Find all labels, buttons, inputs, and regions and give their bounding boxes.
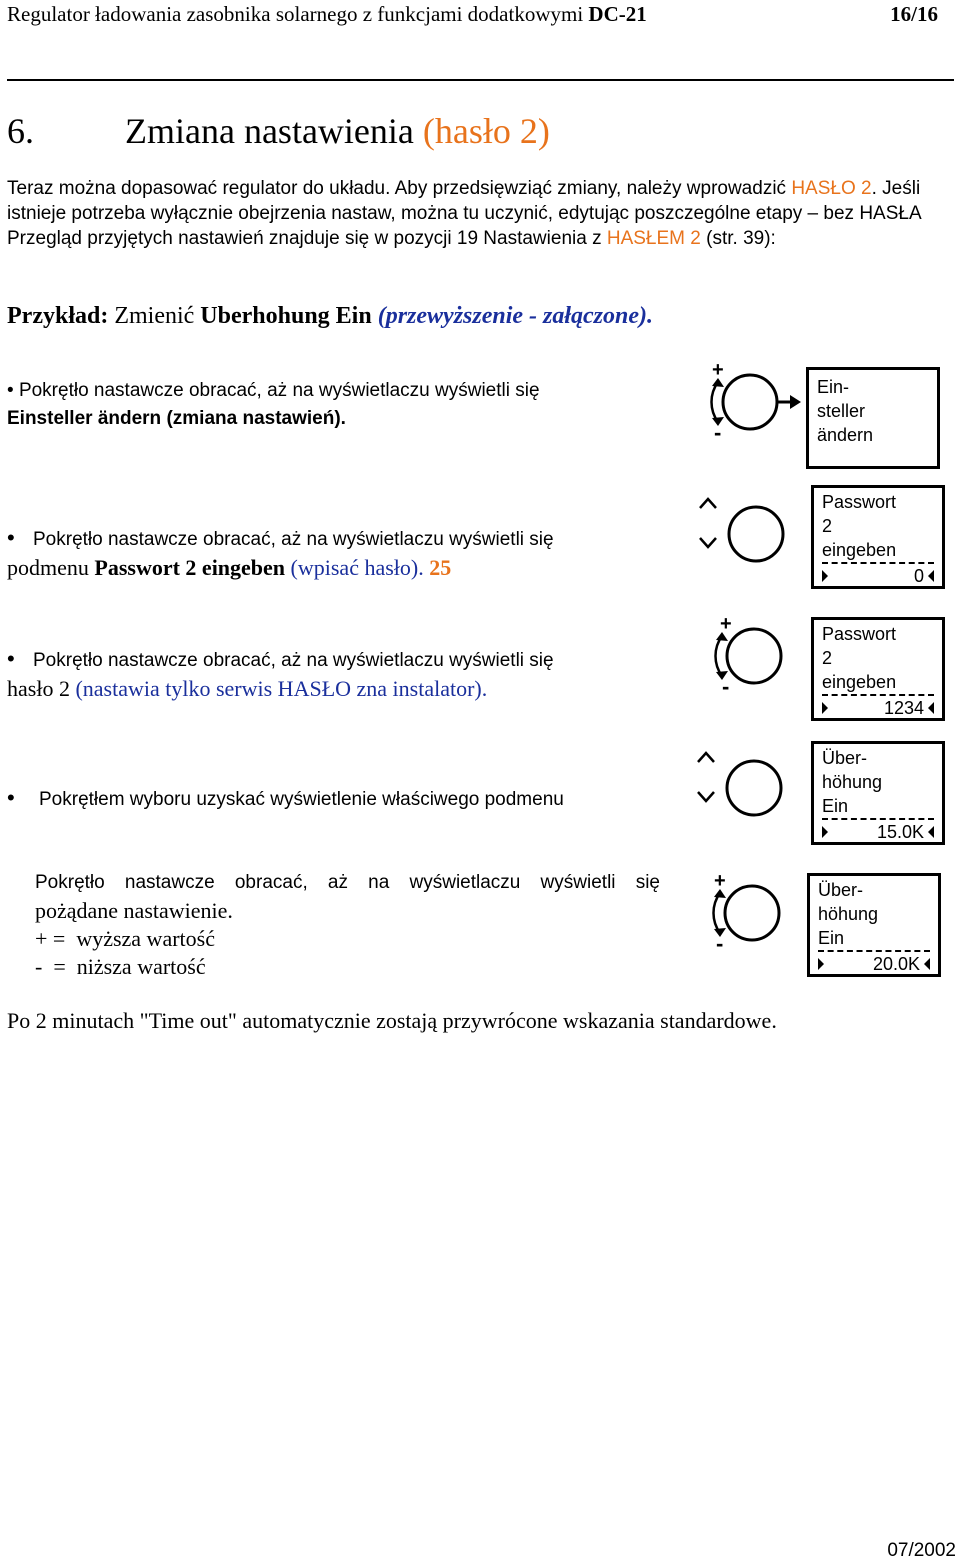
display-einsteller: Ein- steller ändern [806,367,940,469]
display-uberhohung-20: Über- höhung Ein 20.0K [807,873,941,977]
value-right-arrow-icon [924,958,930,970]
svg-text:-: - [716,931,724,953]
display-value: 1234 [883,698,924,718]
section-title [7,110,550,152]
knob-plus-minus-icon [702,616,806,696]
value-right-arrow-icon [928,570,934,582]
page-number: 16/16 [890,2,938,26]
svg-text:+: + [720,616,732,635]
step-5-text: Pokrętło nastawcze obracać, aż na wyświetlaczu wyświetli się pożądane nastawienie. + = wyższa wartość - = niższa wartość [35,872,660,979]
value-left-arrow-icon [818,958,824,970]
header-title: Regulator ładowania zasobnika solarnego z funkcjami dodatkowymi DC-21 [7,2,647,26]
display-value: 0 [913,566,924,586]
intro-paragraph: Teraz można dopasować regulator do układu. Aby przedsięwziąć zmiany, należy wprowadzić HASŁO 2. Jeśli istnieje potrzeba wyłącznie obejrzenia nastaw, można tu uczynić, edytując poszczególne etapy – bez HASŁA Przegląd przyjętych nastawień znajduje się w pozycji 19 Nastawienia z HASŁEM 2 (str. 39): [7,178,922,249]
section-title-main: Zmiana nastawienia [125,111,414,151]
knob-plus-minus-icon [698,362,802,442]
value-right-arrow-icon [928,826,934,838]
step-2-text: • Pokrętło nastawcze obracać, aż na wyświetlaczu wyświetli się podmenu Passwort 2 eingeben (wpisać hasło). 25 [7,525,554,580]
document-date: 07/2002 [887,1540,956,1561]
header-divider [7,79,954,81]
step-4-text: • Pokrętłem wyboru uzyskać wyświetlenie właściwego podmenu [7,785,564,810]
knob-plus-symbol: + [712,362,724,381]
value-left-arrow-icon [822,702,828,714]
svg-text:-: - [722,674,730,696]
display-value: 15.0K [876,822,924,842]
step-1-text: • Pokrętło nastawcze obracać, aż na wyświetlaczu wyświetli się Einsteller ändern (zmiana nastawień). [7,380,540,429]
display-uberhohung-15: Über- höhung Ein 15.0K [811,741,945,845]
knob-up-down-icon [694,748,798,828]
value-right-arrow-icon [928,702,934,714]
section-title-password: (hasło 2) [422,111,550,151]
step-3-text: • Pokrętło nastawcze obracać, aż na wyświetlaczu wyświetli się hasło 2 (nastawia tylko serwis HASŁO zna instalator). [7,646,554,701]
header-model: DC-21 [588,2,647,26]
value-left-arrow-icon [822,826,828,838]
password-highlight: HASŁO 2 [791,178,872,199]
example-heading: Przykład: Zmienić Uberhohung Ein (przewyższenie - załączone). [7,303,654,329]
display-value: 20.0K [872,954,920,974]
knob-plus-minus-icon [700,873,804,953]
value-left-arrow-icon [822,570,828,582]
svg-text:+: + [714,873,726,892]
timeout-note: Po 2 minutach "Time out" automatycznie zostają przywrócone wskazania standardowe. [7,1008,777,1033]
display-passwort-1234: Passwort 2 eingeben 1234 [811,617,945,721]
knob-minus-symbol: - [714,420,722,442]
display-passwort-0: Passwort 2 eingeben 0 [811,485,945,589]
password-highlight-2: HASŁEM 2 [606,228,701,249]
knob-up-down-icon [696,494,800,574]
section-number: 6. [7,111,34,151]
